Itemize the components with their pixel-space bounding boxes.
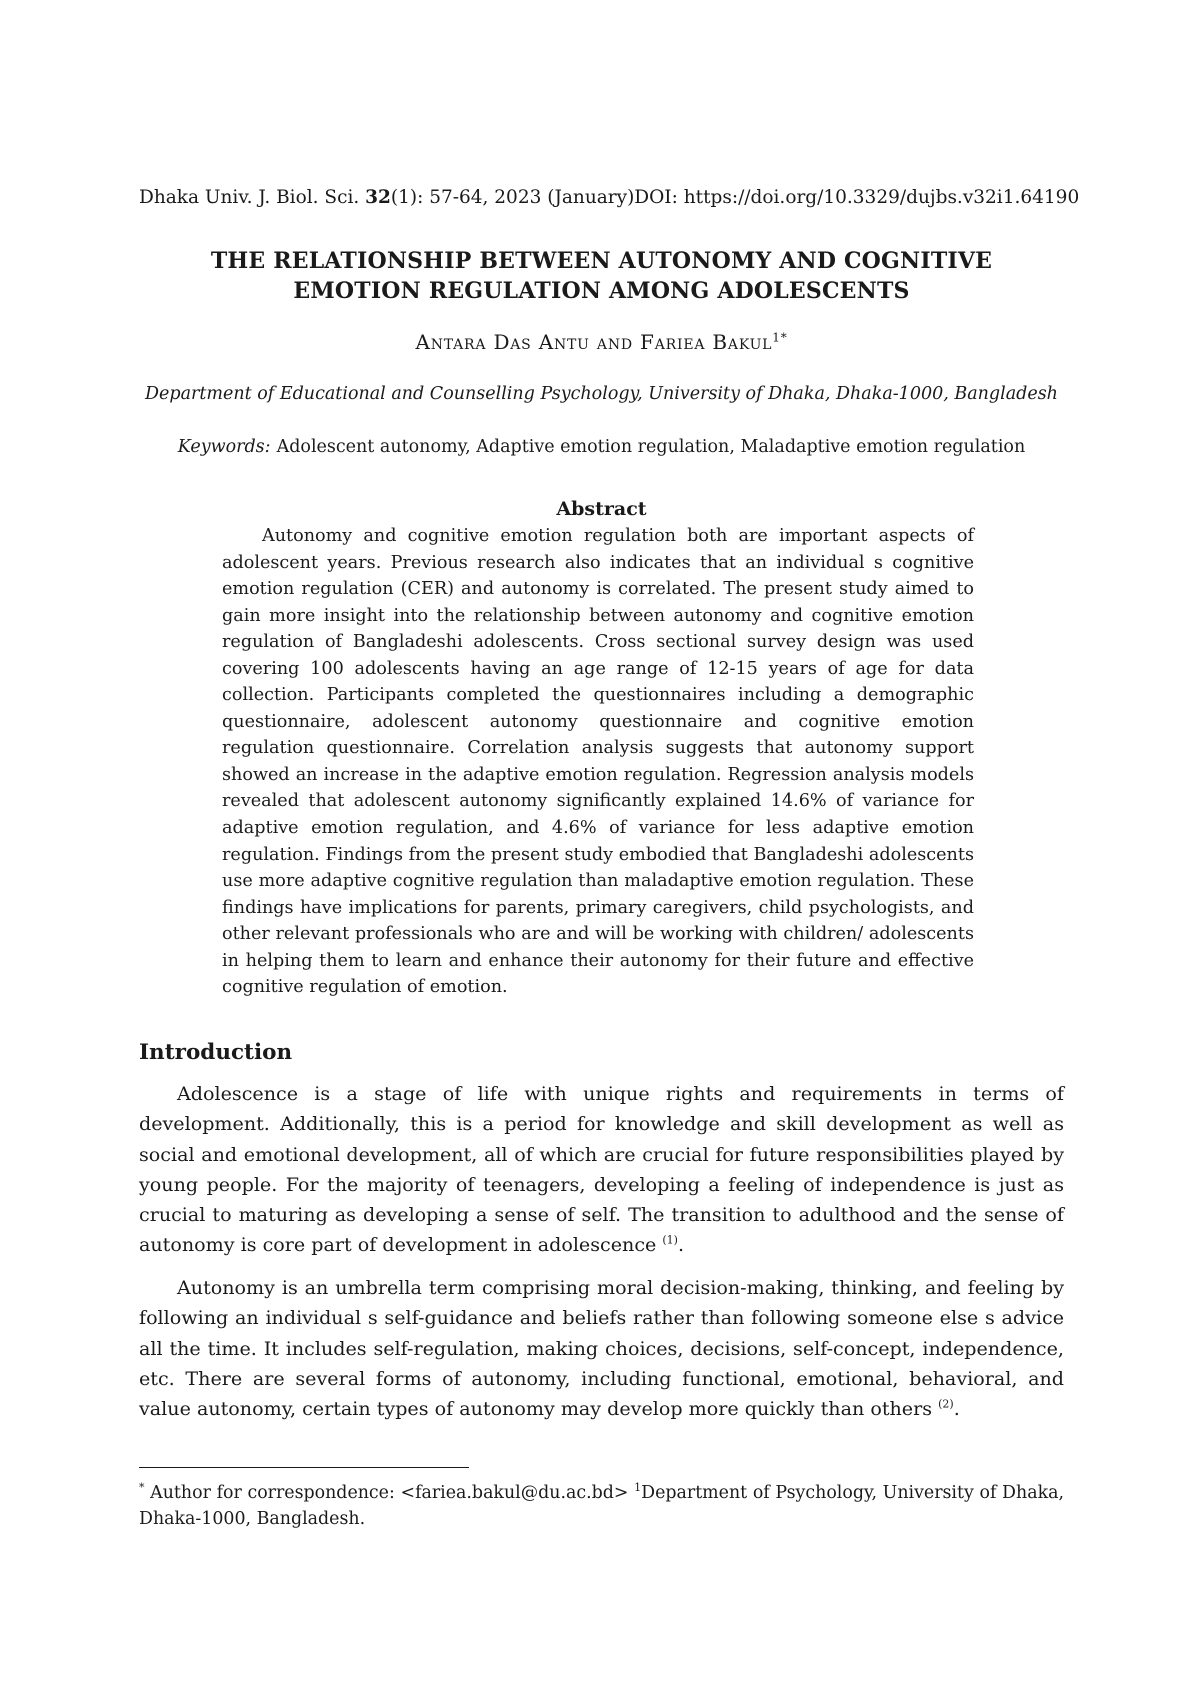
affiliation: Department of Educational and Counselling Psychology, University of Dhaka, Dhaka-1000, Bangladesh xyxy=(145,384,1058,404)
footnote xyxy=(139,1480,1064,1532)
footnote-correspondence: Author for correspondence: <fariea.bakul@du.ac.bd> xyxy=(144,1483,635,1503)
citation-ref-1[interactable]: (1) xyxy=(662,1234,678,1248)
keywords-label: Keywords: xyxy=(177,437,271,457)
author-names: Antara Das Antu and Fariea Bakul xyxy=(415,330,773,354)
title-line-1: THE RELATIONSHIP BETWEEN AUTONOMY AND COGNITIVE xyxy=(210,248,993,274)
citation-volume: 32 xyxy=(365,186,391,208)
journal-citation xyxy=(139,187,634,208)
author-affiliation-marker: 1* xyxy=(772,330,788,345)
citation-suffix: (1): 57-64, 2023 (January) xyxy=(390,186,635,208)
running-header xyxy=(139,184,1080,210)
paper-title xyxy=(139,246,1064,306)
introduction-heading: Introduction xyxy=(139,1040,293,1065)
footnote-marker-2: 1 xyxy=(634,1481,642,1495)
introduction-paragraph-2 xyxy=(139,1273,1064,1424)
footnote-divider xyxy=(139,1467,469,1468)
keywords xyxy=(139,437,1064,457)
footnote-marker: * xyxy=(139,1481,145,1495)
doi-link[interactable]: DOI: https://doi.org/10.3329/dujbs.v32i1.64190 xyxy=(634,186,1080,208)
citation-ref-2[interactable]: (2) xyxy=(938,1397,954,1411)
abstract-body: Autonomy and cognitive emotion regulation both are important aspects of adolescent years. Previous research also indicates that an individual s cognitive emotion regulation (CER) and autonomy is correlated. The present study aimed to gain more insight into the relationship between autonomy and cognitive emotion regulation of Bangladeshi adolescents. Cross sectional survey design was used covering 100 adolescents having an age range of 12-15 years of age for data collection. Participants completed the questionnaires including a demographic questionnaire, adolescent autonomy questionnaire and cognitive emotion regulation questionnaire. Correlation analysis suggests that autonomy support showed an increase in the adaptive emotion regulation. Regression analysis models revealed that adolescent autonomy significantly explained 14.6% of variance for adaptive emotion regulation, and 4.6% of variance for less adaptive emotion regulation. Findings from the present study embodied that Bangladeshi adolescents use more adaptive cognitive regulation than maladaptive emotion regulation. These findings have implications for parents, primary caregivers, child psychologists, and other relevant professionals who are and will be working with children/ adolescents in helping them to learn and enhance their autonomy for their future and effective cognitive regulation of emotion. xyxy=(222,526,974,998)
paragraph-1-text: Adolescence is a stage of life with unique rights and requirements in terms of development. Additionally, this is a period for knowledge and skill development as well as social and emotional development, all of which are crucial for future responsibilities played by young people. For the majority of teenagers, developing a feeling of independence is just as crucial to maturing as developing a sense of self. The transition to adulthood and the sense of autonomy is core part of development in adolescence xyxy=(139,1082,1064,1257)
title-line-2: EMOTION REGULATION AMONG ADOLESCENTS xyxy=(293,278,910,304)
footnote-affiliation: Department of Psychology, University of Dhaka, Dhaka-1000, Bangladesh. xyxy=(139,1483,1064,1529)
citation-prefix: Dhaka Univ. J. Biol. Sci. xyxy=(139,186,366,208)
introduction-paragraph-1 xyxy=(139,1079,1064,1261)
paragraph-2-text: Autonomy is an umbrella term comprising moral decision-making, thinking, and feeling by following an individual s self-guidance and beliefs rather than following someone else s advice all the time. It includes self-regulation, making choices, decisions, self-concept, independence, etc. There are several forms of autonomy, including functional, emotional, behavioral, and value autonomy, certain types of autonomy may develop more quickly than others xyxy=(139,1276,1064,1421)
author-list xyxy=(139,330,1064,354)
paragraph-2-end: . xyxy=(953,1397,960,1421)
keywords-text: Adolescent autonomy, Adaptive emotion regulation, Maladaptive emotion regulation xyxy=(276,437,1026,457)
paragraph-1-end: . xyxy=(677,1233,685,1257)
abstract-heading: Abstract xyxy=(556,498,647,520)
